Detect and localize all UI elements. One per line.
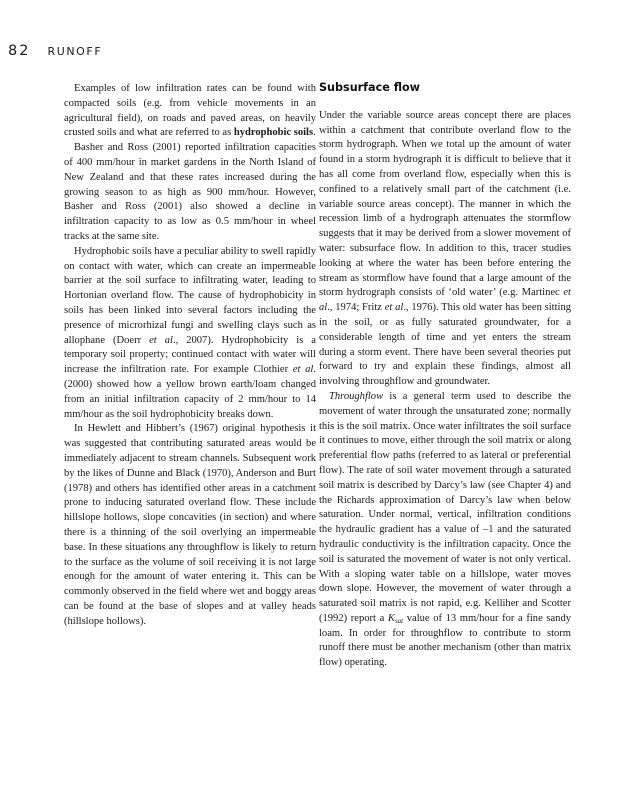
term-hydrophobic-soils: hydrophobic soils — [233, 127, 314, 139]
paragraph-basher-ross: Basher and Ross (2001) reported infiltration capacities of 400 mm/hour in market gardens in the North Island of New Zealand and that these rates increased during the growing season to as high as 900 mm/hour. However, Basher and Ross (2001) also showed a decline in infiltration capacity to as low as 0.5 mm/hour in wheel tracks at the same site. — [64, 142, 316, 242]
right-column — [319, 80, 571, 671]
paragraph-throughflow: Throughflow is a general term used to describe the movement of water through the unsaturated zone; normally this is the soil matrix. Once water infiltrates the soil surface it continues to move, either through the soil matrix or along preferential flow paths (referred to as lateral or preferential flow). The rate of soil water movement through a saturated soil matrix is described by Darcy’s law (see Chapter 4) and the Richards approximation of Darcy’s law when below saturation. Under normal, vertical, infiltration conditions the hydraulic gradient has a value of –1 and the saturated hydraulic conductivity is the infiltration capacity. Once the soil is saturated the movement of water is not only vertical. With a sloping water table on a hillslope, water moves down slope. However, the movement of water through a saturated soil matrix is not rapid, e.g. Kelliher and Scotter (1992) report a $K_{sat}$ value of 13 mm/hour for a fine sandy loam. In order for throughflow to contribute to storm runoff there must be another mechanism (other than matrix flow) operating. — [319, 390, 571, 669]
paragraph-variable-source-areas: Under the variable source areas concept there are places within a catchment that contribute overland flow to the storm hydrograph. When we total up the amount of water found in a storm hydrograph it is difficult to believe that it has all come from overland flow, especially when this is confined to a relatively small part of the catchment (i.e. variable source areas concept). The manner in which the recession limb of a hydrograph attenuates the stormflow suggests that it may be derived from a slower movement of water: subsurface flow. In addition to this, tracer studies looking at where the water has been before entering the stream as stormflow have found that a large amount of the storm hydrograph consists of ‘old water’ (e.g. Martinec et al., 1974; Fritz et al., 1976). This old water has been sitting in the soil, or as fully saturated groundwater, for a considerable length of time and yet enters the stream during a storm event. There have been several theories put forward to try and explain these findings, almost all involving throughflow and groundwater. — [319, 109, 571, 388]
symbol-k-subscript: sat — [394, 616, 404, 625]
paragraph-hydrophobic-soils: Hydrophobic soils have a peculiar ability to swell rapidly on contact with water, which can create an impermeable barrier at the soil surface to infiltrating water, leading to Hortonian overland flow. The cause of hydrophobicity in soils has been linked into several factors including the presence of microrhizal fungi and swelling clays such as allophane (Doerr et al., 2007). Hydrophobicity is a temporary soil property; continued contact with water will increase the infiltration rate. For example Clothier et al. (2000) showed how a yellow brown earth/loam changed from an initial infiltration capacity of 2 mm/hour to 14 mm/hour as the soil hydrophobicity breaks down. — [64, 245, 317, 420]
left-column — [64, 82, 316, 629]
symbol-k: K — [387, 612, 395, 624]
paragraph-hewlett-hibbert: In Hewlett and Hibbert’s (1967) original hypothesis it was suggested that contributing saturated areas would be immediately adjacent to stream channels. Subsequent work by the likes of Dunne and Black (1970), Anderson and Burt (1978) and others has identified other areas in a catchment prone to inducing saturated overland flow. These include hillslope hollows, slope concavities (in section) and where there is a thinning of the soil overlying an impermeable base. In these situations any throughflow is likely to return to the surface as the volume of soil receiving it is not large enough for the amount of water entering it. This can be commonly observed in the field where wet and boggy areas can be found at the base of slopes and at valley heads (hillslope hollows). — [64, 423, 316, 627]
running-header — [8, 43, 102, 59]
running-title: RUNOFF — [47, 45, 103, 58]
paragraph-low-infiltration: Examples of low infiltration rates can be found with compacted soils (e.g. from vehicle movements in an agricultural field), on roads and paved areas, on heavily crusted soils and what are referred to as hydrophobic soils. — [64, 83, 316, 139]
page-number: 82 — [8, 43, 31, 59]
section-heading-subsurface-flow: Subsurface flow — [319, 81, 421, 94]
term-throughflow: Throughflow — [329, 390, 384, 402]
